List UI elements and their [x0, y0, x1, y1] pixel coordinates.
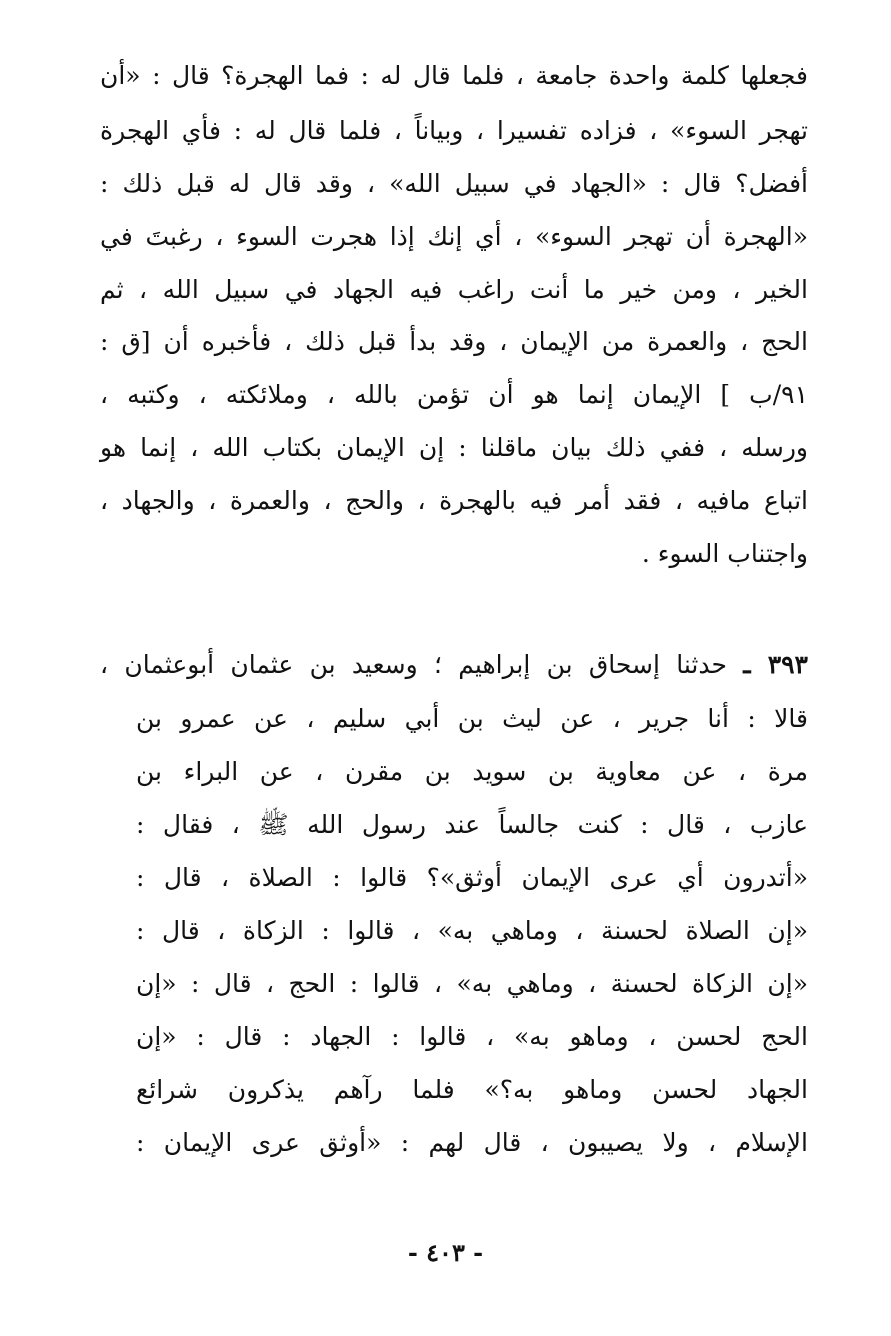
text-line: الحج لحسن ، وماهو به» ، قالوا : الجهاد : قال : «إن: [136, 1022, 808, 1051]
text-line: «إن الصلاة لحسنة ، وماهي به» ، قالوا : الزكاة ، قال :: [136, 916, 808, 945]
text-line: قالا : أنا جرير ، عن ليث بن أبي سليم ، عن عمرو بن: [136, 704, 808, 733]
page-number: - ٤٠٣ -: [407, 1238, 484, 1267]
text-line: واجتناب السوء .: [641, 539, 808, 568]
text-line: الحج ، والعمرة من الإيمان ، وقد بدأ قبل ذلك ، فأخبره أن [ق :: [100, 327, 808, 356]
text-line: مرة ، عن معاوية بن سويد بن مقرن ، عن البراء بن: [136, 757, 808, 786]
text-line: الخير ، ومن خير ما أنت راغب فيه الجهاد في سبيل الله ، ثم: [100, 275, 808, 304]
text-line: الإسلام ، ولا يصيبون ، قال لهم : «أوثق عرى الإيمان :: [136, 1128, 808, 1157]
text-line: اتباع مافيه ، فقد أمر فيه بالهجرة ، والحج ، والعمرة ، والجهاد ،: [100, 486, 808, 515]
text-line: ٩١/ب ] الإيمان إنما هو أن تؤمن بالله ، وملائكته ، وكتبه ،: [100, 380, 808, 409]
hadith-number: ٣٩٣ ـ: [743, 650, 808, 679]
text-line: «إن الزكاة لحسنة ، وماهي به» ، قالوا : الحج ، قال : «إن: [136, 969, 808, 998]
text-line: تهجر السوء» ، فزاده تفسيرا ، وبياناً ، فلما قال له : فأي الهجرة: [100, 116, 808, 145]
text-line: [100, 645, 808, 685]
hadith-first-line-text: حدثنا إسحاق بن إبراهيم ؛ وسعيد بن عثمان أبوعثمان ،: [100, 650, 727, 679]
text-line: عازب ، قال : كنت جالساً عند رسول الله ﷺ ، فقال :: [136, 810, 808, 839]
text-line: «أتدرون أي عرى الإيمان أوثق»؟ قالوا : الصلاة ، قال :: [136, 863, 808, 892]
text-line: «الهجرة أن تهجر السوء» ، أي إنك إذا هجرت السوء ، رغبتَ في: [100, 222, 808, 251]
text-line: فجعلها كلمة واحدة جامعة ، فلما قال له : فما الهجرة؟ قال : «أن: [100, 61, 808, 90]
text-line: ورسله ، ففي ذلك بيان ماقلنا : إن الإيمان بكتاب الله ، إنما هو: [100, 433, 808, 462]
text-line: أفضل؟ قال : «الجهاد في سبيل الله» ، وقد قال له قبل ذلك :: [100, 169, 808, 198]
text-line: الجهاد لحسن وماهو به؟» فلما رآهم يذكرون شرائع: [136, 1075, 808, 1104]
